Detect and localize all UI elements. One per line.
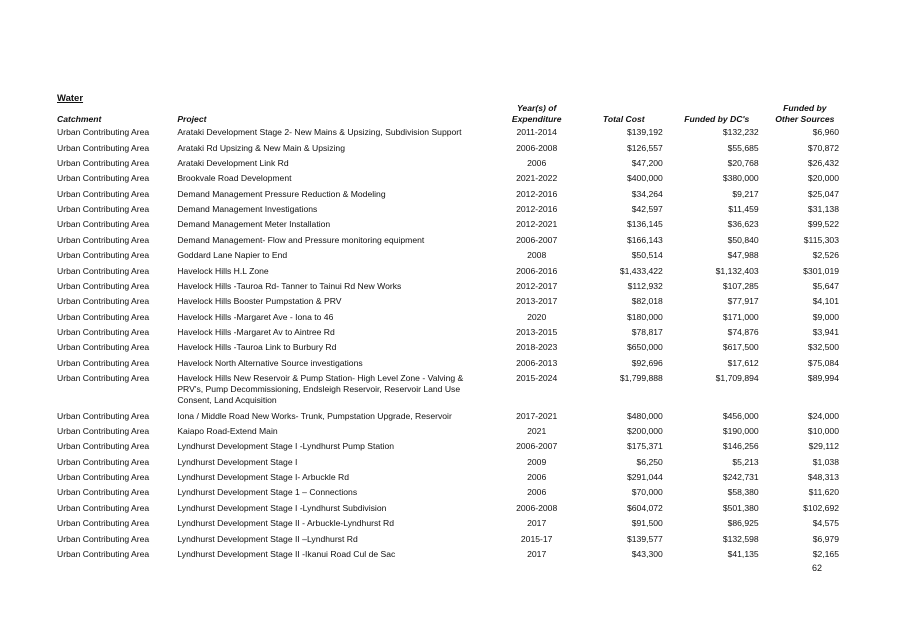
cell-catchment: Urban Contributing Area [57, 327, 150, 338]
cell-total-cost: $1,433,422 [619, 265, 663, 276]
cell-project: Arataki Rd Upsizing & New Main & Upsizing [177, 142, 345, 153]
cell-funded-other: $70,872 [807, 142, 839, 153]
cell-total-cost: $650,000 [626, 342, 663, 353]
cell-funded-dc: $171,000 [722, 311, 759, 322]
cell-total-cost: $175,371 [626, 441, 663, 452]
cell-catchment: Urban Contributing Area [57, 127, 150, 138]
cell-funded-dc: $20,768 [727, 157, 759, 168]
cell-catchment: Urban Contributing Area [57, 456, 150, 467]
cell-funded-other: $20,000 [807, 173, 839, 184]
cell-funded-dc: $47,988 [727, 250, 759, 261]
cell-catchment: Urban Contributing Area [57, 188, 150, 199]
cell-catchment: Urban Contributing Area [57, 250, 150, 261]
cell-project: Lyndhurst Development Stage II –Lyndhurst Rd [177, 533, 358, 544]
cell-funded-dc: $11,459 [728, 204, 759, 215]
cell-years: 2006-2007 [516, 234, 558, 245]
cell-funded-dc: $36,623 [727, 219, 759, 230]
cell-total-cost: $112,932 [627, 280, 663, 291]
cell-funded-dc: $107,285 [722, 280, 759, 291]
cell-funded-other: $115,303 [803, 234, 839, 245]
cell-funded-other: $102,692 [803, 502, 839, 513]
cell-project: Havelock Hills -Tauroa Rd- Tanner to Tainui Rd New Works [177, 280, 402, 291]
cell-project: Demand Management Investigations [177, 204, 318, 215]
cell-catchment: Urban Contributing Area [57, 219, 150, 230]
cell-project: Arataki Development Link Rd [177, 157, 289, 168]
cell-total-cost: $50,514 [631, 250, 663, 261]
cell-years: 2018-2023 [516, 342, 558, 353]
table-row [55, 501, 845, 516]
cell-years: 2006 [527, 472, 547, 483]
cell-catchment: Urban Contributing Area [57, 311, 150, 322]
cell-catchment: Urban Contributing Area [57, 234, 150, 245]
cell-project: Lyndhurst Development Stage I -Lyndhurst Pump Station [177, 441, 395, 452]
cell-funded-other: $1,038 [812, 456, 839, 467]
cell-funded-dc: $86,925 [727, 518, 759, 529]
cell-years: 2009 [527, 456, 547, 467]
cell-project: Lyndhurst Development Stage II -Ikanui Road Cul de Sac [177, 548, 396, 559]
cell-funded-dc: $190,000 [722, 425, 759, 436]
cell-funded-dc: $617,500 [722, 342, 759, 353]
table-row [55, 156, 845, 171]
table-row [55, 202, 845, 217]
table-row [55, 263, 845, 278]
cell-total-cost: $47,200 [631, 157, 663, 168]
cell-total-cost: $139,577 [626, 533, 663, 544]
table-row [55, 217, 845, 232]
cell-catchment: Urban Contributing Area [57, 425, 150, 436]
cell-funded-other: $26,432 [807, 157, 839, 168]
cell-project: Goddard Lane Napier to End [177, 250, 288, 261]
cell-funded-dc: $380,000 [722, 173, 759, 184]
table-row [55, 233, 845, 248]
cell-catchment: Urban Contributing Area [57, 410, 150, 421]
cell-funded-other: $4,575 [812, 518, 839, 529]
cell-project: Lyndhurst Development Stage II - Arbuckle-Lyndhurst Rd [177, 518, 395, 529]
cell-years: 2013-2015 [516, 327, 558, 338]
table-row [55, 171, 845, 186]
cell-years: 2012-2017 [516, 280, 558, 291]
cell-funded-dc: $58,380 [727, 487, 759, 498]
cell-years: 2006-2008 [516, 142, 558, 153]
cell-catchment: Urban Contributing Area [57, 548, 150, 559]
cell-funded-other: $29,112 [808, 441, 839, 452]
table-row [55, 470, 845, 485]
cell-total-cost: $480,000 [626, 410, 663, 421]
cell-years: 2020 [527, 311, 547, 322]
cell-funded-other: $5,647 [812, 280, 839, 291]
cell-years: 2013-2017 [516, 296, 558, 307]
cell-project: Havelock Hills H.L Zone [177, 265, 269, 276]
cell-years: 2008 [527, 250, 547, 261]
cell-total-cost: $70,000 [631, 487, 663, 498]
cell-project: Havelock Hills New Reservoir & Pump Station- High Level Zone - Valving & PRV's, Pump Decommissioning, Endsleigh Reservoir, Reservoir Land Use Consent, Land Acquisition [177, 373, 464, 406]
cell-project: Arataki Development Stage 2- New Mains & Upsizing, Subdivision Support [177, 127, 462, 138]
table-row [55, 485, 845, 500]
header-funded-other: Funded by Other Sources [775, 103, 835, 124]
cell-catchment: Urban Contributing Area [57, 142, 150, 153]
cell-years: 2006-2013 [516, 357, 558, 368]
cell-project: Havelock Hills -Tauroa Link to Burbury Rd [177, 342, 337, 353]
cell-catchment: Urban Contributing Area [57, 518, 150, 529]
cell-funded-other: $89,994 [807, 373, 839, 384]
table-row [55, 531, 845, 546]
table-row [55, 294, 845, 309]
cell-years: 2006-2016 [516, 265, 558, 276]
cell-funded-dc: $77,917 [727, 296, 759, 307]
cell-total-cost: $139,192 [626, 127, 663, 138]
cell-catchment: Urban Contributing Area [57, 502, 150, 513]
cell-years: 2006-2007 [516, 441, 558, 452]
expenditure-table [55, 103, 845, 562]
table-row [55, 125, 845, 140]
cell-funded-other: $48,313 [807, 472, 839, 483]
cell-funded-dc: $41,135 [727, 548, 759, 559]
cell-funded-other: $25,047 [807, 188, 839, 199]
cell-catchment: Urban Contributing Area [57, 280, 150, 291]
cell-funded-dc: $242,731 [722, 472, 759, 483]
cell-total-cost: $82,018 [631, 296, 663, 307]
header-years: Year(s) of Expenditure [511, 103, 562, 124]
table-header-row [55, 103, 845, 125]
page-number: 62 [812, 563, 823, 573]
table-row [55, 547, 845, 562]
cell-years: 2017-2021 [516, 410, 558, 421]
cell-total-cost: $604,072 [626, 502, 663, 513]
cell-project: Demand Management Pressure Reduction & Modeling [177, 188, 386, 199]
cell-catchment: Urban Contributing Area [57, 342, 150, 353]
cell-funded-other: $2,526 [812, 250, 839, 261]
cell-years: 2021 [527, 425, 547, 436]
cell-years: 2006 [527, 157, 547, 168]
header-catchment: Catchment [57, 113, 102, 124]
cell-funded-other: $11,620 [808, 487, 839, 498]
cell-total-cost: $400,000 [626, 173, 663, 184]
cell-total-cost: $126,557 [626, 142, 663, 153]
cell-total-cost: $166,143 [626, 234, 663, 245]
cell-catchment: Urban Contributing Area [57, 296, 150, 307]
table-body [55, 125, 845, 562]
cell-funded-dc: $9,217 [732, 188, 759, 199]
cell-project: Havelock Hills Booster Pumpstation & PRV [177, 296, 342, 307]
cell-total-cost: $180,000 [626, 311, 663, 322]
cell-catchment: Urban Contributing Area [57, 204, 150, 215]
cell-total-cost: $34,264 [631, 188, 663, 199]
cell-total-cost: $92,696 [631, 357, 663, 368]
cell-funded-other: $9,000 [812, 311, 839, 322]
cell-funded-other: $4,101 [812, 296, 839, 307]
header-total-cost: Total Cost [602, 113, 645, 124]
table-row [55, 325, 845, 340]
table-row [55, 408, 845, 423]
cell-funded-dc: $5,213 [732, 456, 759, 467]
cell-project: Iona / Middle Road New Works- Trunk, Pumpstation Upgrade, Reservoir [177, 410, 452, 421]
cell-funded-other: $24,000 [807, 410, 839, 421]
cell-funded-other: $3,941 [812, 327, 839, 338]
table-row [55, 455, 845, 470]
cell-years: 2017 [527, 548, 547, 559]
table-row [55, 340, 845, 355]
section-title: Water [57, 93, 84, 104]
cell-years: 2015-2024 [516, 373, 558, 384]
cell-project: Kaiapo Road-Extend Main [177, 425, 278, 436]
cell-years: 2012-2016 [516, 188, 558, 199]
cell-project: Brookvale Road Development [177, 173, 292, 184]
cell-funded-dc: $501,380 [722, 502, 759, 513]
table-row [55, 310, 845, 325]
cell-years: 2011-2014 [516, 127, 557, 138]
table-row [55, 424, 845, 439]
table-row [55, 356, 845, 371]
header-project: Project [177, 113, 207, 124]
cell-years: 2015-17 [520, 533, 553, 544]
cell-total-cost: $42,597 [631, 204, 663, 215]
cell-funded-other: $10,000 [807, 425, 839, 436]
cell-project: Lyndhurst Development Stage I -Lyndhurst Subdivision [177, 502, 387, 513]
cell-funded-other: $6,979 [812, 533, 839, 544]
cell-catchment: Urban Contributing Area [57, 157, 150, 168]
cell-total-cost: $91,500 [631, 518, 663, 529]
cell-catchment: Urban Contributing Area [57, 357, 150, 368]
cell-catchment: Urban Contributing Area [57, 441, 150, 452]
cell-project: Lyndhurst Development Stage 1 – Connections [177, 487, 358, 498]
cell-catchment: Urban Contributing Area [57, 472, 150, 483]
cell-funded-other: $31,138 [807, 204, 839, 215]
cell-years: 2012-2021 [516, 219, 558, 230]
cell-total-cost: $291,044 [626, 472, 663, 483]
cell-funded-dc: $50,840 [727, 234, 759, 245]
cell-funded-dc: $132,598 [722, 533, 759, 544]
cell-years: 2006-2008 [516, 502, 558, 513]
cell-funded-dc: $74,876 [727, 327, 759, 338]
table-row [55, 248, 845, 263]
cell-funded-other: $301,019 [803, 265, 839, 276]
cell-funded-other: $32,500 [807, 342, 839, 353]
table-row [55, 516, 845, 531]
cell-funded-other: $99,522 [807, 219, 839, 230]
cell-funded-other: $6,960 [812, 127, 839, 138]
table-row [55, 371, 845, 408]
cell-funded-dc: $1,709,894 [715, 373, 759, 384]
cell-project: Lyndhurst Development Stage I [177, 456, 298, 467]
cell-catchment: Urban Contributing Area [57, 487, 150, 498]
cell-funded-dc: $456,000 [722, 410, 759, 421]
cell-catchment: Urban Contributing Area [57, 373, 150, 384]
cell-total-cost: $78,817 [631, 327, 663, 338]
cell-catchment: Urban Contributing Area [57, 265, 150, 276]
header-funded-dc: Funded by DC's [684, 113, 750, 124]
table-row [55, 187, 845, 202]
cell-total-cost: $1,799,888 [619, 373, 663, 384]
cell-total-cost: $136,145 [626, 219, 663, 230]
cell-project: Havelock North Alternative Source investigations [177, 357, 363, 368]
cell-project: Havelock Hills -Margaret Av to Aintree Rd [177, 327, 335, 338]
cell-catchment: Urban Contributing Area [57, 533, 150, 544]
cell-funded-dc: $1,132,403 [715, 265, 759, 276]
cell-catchment: Urban Contributing Area [57, 173, 150, 184]
table-row [55, 279, 845, 294]
cell-funded-dc: $55,685 [727, 142, 759, 153]
cell-project: Havelock Hills -Margaret Ave - Iona to 46 [177, 311, 334, 322]
table-row [55, 140, 845, 155]
cell-project: Demand Management Meter Installation [177, 219, 331, 230]
cell-years: 2012-2016 [516, 204, 558, 215]
cell-total-cost: $43,300 [631, 548, 663, 559]
cell-years: 2006 [527, 487, 547, 498]
cell-funded-dc: $146,256 [722, 441, 759, 452]
cell-years: 2021-2022 [516, 173, 558, 184]
table-row [55, 439, 845, 454]
cell-funded-dc: $132,232 [722, 127, 759, 138]
cell-project: Demand Management- Flow and Pressure monitoring equipment [177, 234, 425, 245]
cell-total-cost: $6,250 [636, 456, 663, 467]
cell-funded-other: $2,165 [812, 548, 839, 559]
cell-project: Lyndhurst Development Stage I- Arbuckle Rd [177, 472, 349, 483]
cell-total-cost: $200,000 [626, 425, 663, 436]
cell-funded-other: $75,084 [807, 357, 839, 368]
cell-funded-dc: $17,612 [727, 357, 759, 368]
cell-years: 2017 [527, 518, 547, 529]
